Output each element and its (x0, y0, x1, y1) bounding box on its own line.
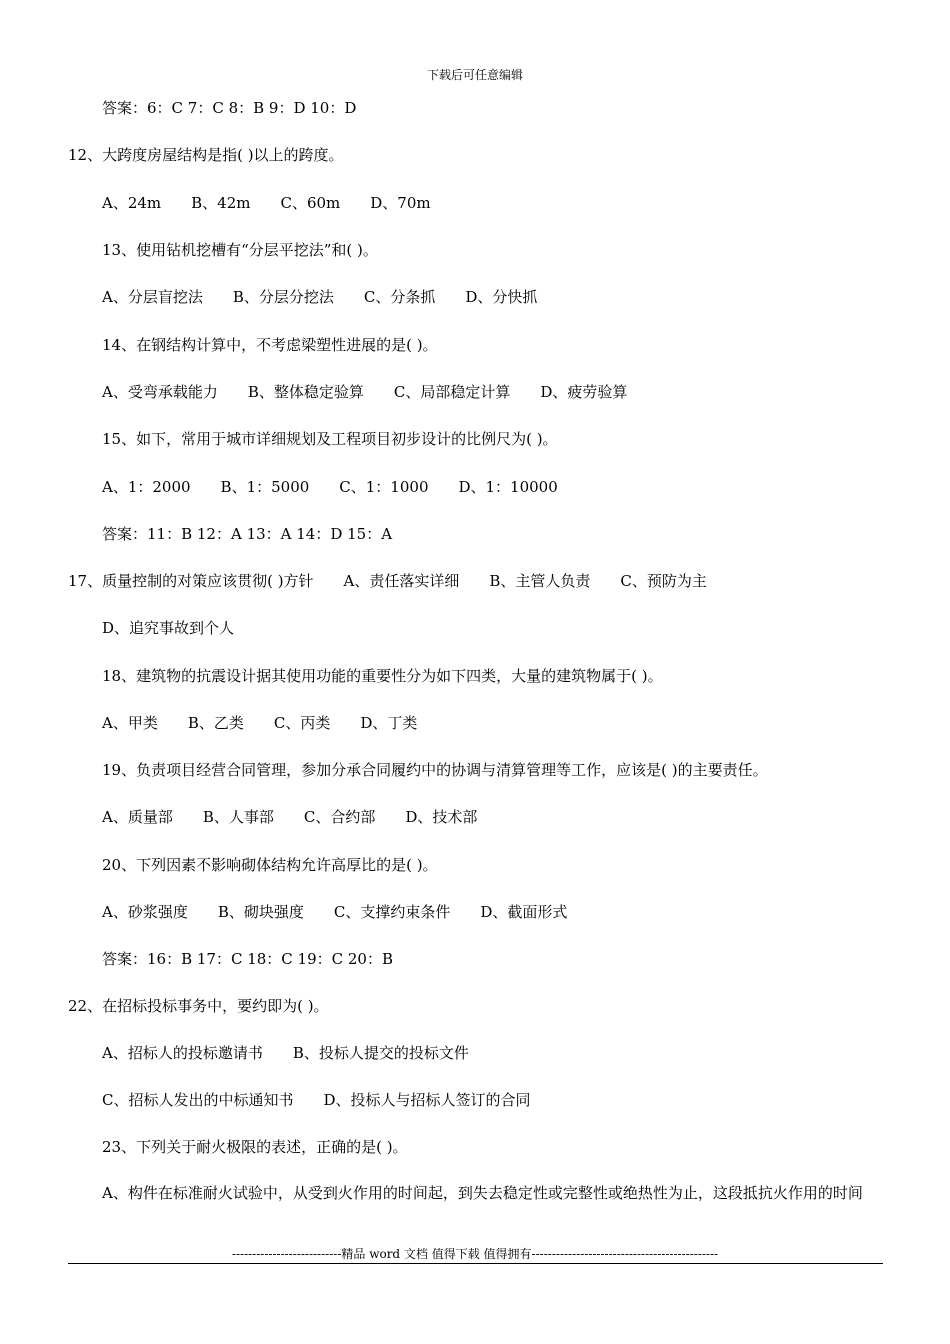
text-line: 15、如下，常用于城市详细规划及工程项目初步设计的比例尺为( )。 (102, 430, 558, 448)
text-line: 22、在招标投标事务中，要约即为( )。 (68, 997, 329, 1015)
text-line: 13、使用钻机挖槽有“分层平挖法”和( )。 (102, 241, 378, 259)
text-line: 23、下列关于耐火极限的表述，正确的是( )。 (102, 1138, 408, 1156)
page-header: 下载后可任意编辑 (426, 68, 523, 82)
footer-rule (68, 1263, 883, 1264)
text-line: C、招标人发出的中标通知书 D、投标人与招标人签订的合同 (102, 1091, 531, 1109)
text-line: 答案：11：B 12：A 13：A 14：D 15：A (102, 525, 393, 543)
page-footer: ---------------------------精品 word 文档 值得下载 值得拥有---------------------------------------------- (231, 1247, 719, 1261)
text-line: 19、负责项目经营合同管理，参加分承合同履约中的协调与清算管理等工作，应该是( )的主要责任。 (102, 761, 768, 779)
text-line: A、分层盲挖法 B、分层分挖法 C、分条抓 D、分快抓 (102, 288, 538, 306)
text-line: D、追究事故到个人 (102, 619, 235, 637)
text-line: 20、下列因素不影响砌体结构允许高厚比的是( )。 (102, 856, 438, 874)
text-line: 12、大跨度房屋结构是指( )以上的跨度。 (68, 146, 344, 164)
text-line: A、质量部 B、人事部 C、合约部 D、技术部 (102, 808, 478, 826)
text-line: 17、质量控制的对策应该贯彻( )方针 A、责任落实详细 B、主管人负责 C、预防为主 (68, 572, 707, 590)
text-line: A、1：2000 B、1：5000 C、1：1000 D、1：10000 (102, 478, 558, 496)
text-line: A、砂浆强度 B、砌块强度 C、支撑约束条件 D、截面形式 (102, 903, 568, 921)
text-line: 18、建筑物的抗震设计据其使用功能的重要性分为如下四类，大量的建筑物属于( )。 (102, 667, 663, 685)
text-line: 14、在钢结构计算中，不考虑梁塑性进展的是( )。 (102, 336, 438, 354)
last-paragraph: A、构件在标准耐火试验中，从受到火作用的时间起，到失去稳定性或完整性或绝热性为止，这段抵抗火作用的时间 (102, 1184, 863, 1202)
text-line: A、甲类 B、乙类 C、丙类 D、丁类 (102, 714, 418, 732)
text-line: A、招标人的投标邀请书 B、投标人提交的投标文件 (102, 1044, 469, 1062)
text-line: A、受弯承载能力 B、整体稳定验算 C、局部稳定计算 D、疲劳验算 (102, 383, 628, 401)
text-line: 答案：6：C 7：C 8：B 9：D 10：D (102, 99, 357, 117)
text-line: 答案：16：B 17：C 18：C 19：C 20：B (102, 950, 393, 968)
text-line: A、24m B、42m C、60m D、70m (102, 194, 431, 212)
